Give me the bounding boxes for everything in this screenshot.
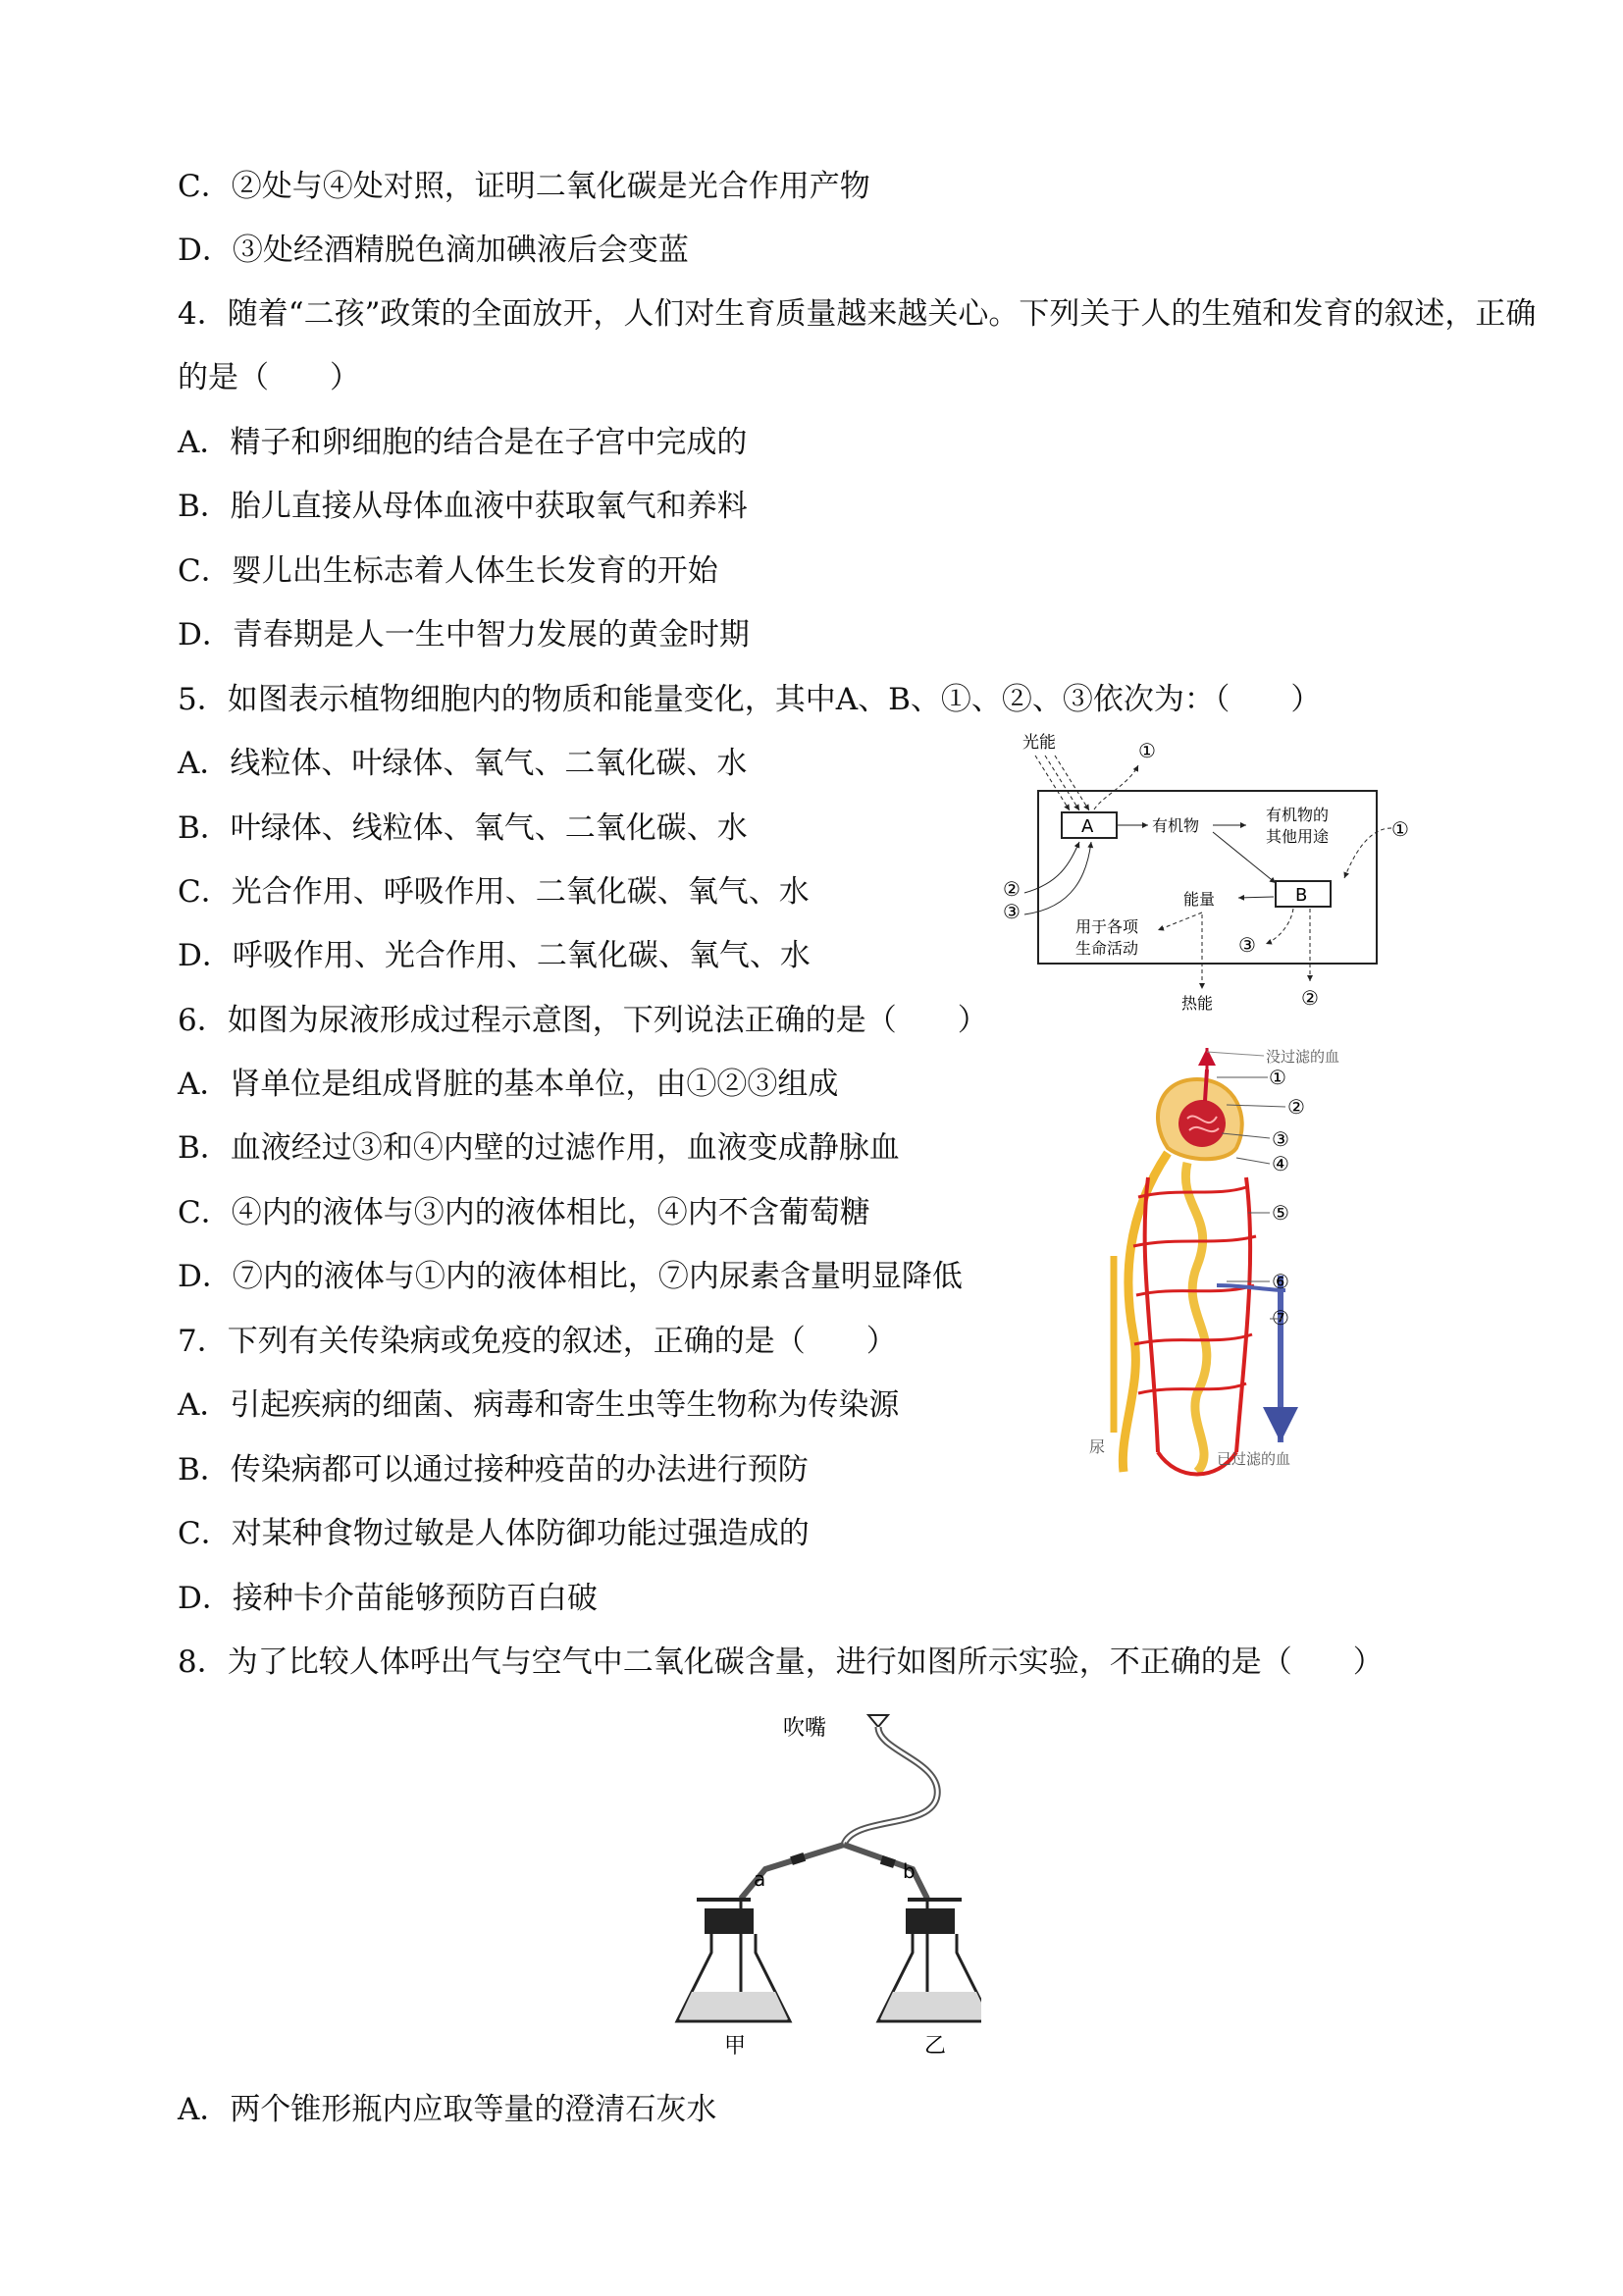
marker-2: ② — [1287, 1095, 1305, 1119]
option-6d: D．⑦内的液体与①内的液体相比，⑦内尿素含量明显降低 — [178, 1259, 963, 1294]
marker-1-top: ① — [1138, 739, 1156, 762]
question-4-stem-cont: 的是（ ） — [178, 360, 360, 395]
question-4-stem: 4．随着“二孩”政策的全面放开，人们对生育质量越来越关心。下列关于人的生殖和发育的叙述，正确 — [178, 296, 1537, 332]
organic-label: 有机物 — [1152, 816, 1200, 835]
life-activity-label-2: 生命活动 — [1075, 939, 1139, 958]
marker-2-left: ② — [1003, 877, 1021, 901]
energy-label: 能量 — [1183, 890, 1216, 909]
option-6a: A．肾单位是组成肾脏的基本单位，由①②③组成 — [178, 1067, 839, 1102]
label-b: B — [1295, 885, 1308, 906]
flask-jia-label: 甲 — [724, 2034, 747, 2059]
question-6-stem: 6．如图为尿液形成过程示意图，下列说法正确的是（ ） — [178, 1003, 988, 1038]
tube-b-label: b — [903, 1859, 916, 1883]
label-a: A — [1081, 816, 1094, 837]
flask-yi-label: 乙 — [924, 2034, 947, 2059]
question-5-stem: 5．如图表示植物细胞内的物质和能量变化，其中A、B、①、②、③依次为：（ ） — [178, 682, 1322, 717]
question-8-stem: 8．为了比较人体呼出气与空气中二氧化碳含量，进行如图所示实验，不正确的是（ ） — [178, 1644, 1384, 1680]
option-7d: D．接种卡介苗能够预防百白破 — [178, 1581, 598, 1616]
life-activity-label-1: 用于各项 — [1075, 917, 1139, 936]
marker-3-bottom: ③ — [1238, 933, 1256, 957]
unfiltered-blood-label: 没过滤的血 — [1266, 1048, 1340, 1066]
other-use-label-1: 有机物的 — [1266, 806, 1330, 824]
option-7c: C．对某种食物过敏是人体防御功能过强造成的 — [178, 1516, 810, 1551]
option-8a: A．两个锥形瓶内应取等量的澄清石灰水 — [178, 2092, 717, 2127]
option-4c: C．婴儿出生标志着人体生长发育的开始 — [178, 553, 718, 589]
mouthpiece-label: 吹嘴 — [783, 1716, 827, 1741]
marker-7: ⑦ — [1272, 1306, 1289, 1330]
heat-label: 热能 — [1181, 994, 1214, 1011]
marker-3: ③ — [1272, 1127, 1289, 1151]
urine-label: 尿 — [1089, 1437, 1106, 1456]
light-label: 光能 — [1022, 733, 1056, 753]
option-5b: B．叶绿体、线粒体、氧气、二氧化碳、水 — [178, 810, 748, 846]
nephron-diagram — [1079, 1040, 1393, 1491]
option-4a: A．精子和卵细胞的结合是在子宫中完成的 — [178, 425, 748, 460]
question-7-stem: 7．下列有关传染病或免疫的叙述，正确的是（ ） — [178, 1324, 897, 1359]
option-3c: C．②处与④处对照，证明二氧化碳是光合作用产物 — [178, 169, 870, 204]
option-7b: B．传染病都可以通过接种疫苗的办法进行预防 — [178, 1452, 809, 1487]
breath-co2-experiment — [667, 1707, 981, 2065]
marker-1: ① — [1269, 1066, 1286, 1089]
option-4d: D．青春期是人一生中智力发展的黄金时期 — [178, 617, 750, 652]
option-5a: A．线粒体、叶绿体、氧气、二氧化碳、水 — [178, 746, 748, 781]
tube-a-label: a — [754, 1867, 766, 1891]
marker-5: ⑤ — [1272, 1201, 1289, 1225]
marker-6: ⑥ — [1272, 1270, 1289, 1293]
option-4b: B．胎儿直接从母体血液中获取氧气和养料 — [178, 489, 748, 524]
plant-cell-energy-diagram — [981, 726, 1433, 1011]
option-5d: D．呼吸作用、光合作用、二氧化碳、氧气、水 — [178, 938, 811, 973]
option-3d: D．③处经酒精脱色滴加碘液后会变蓝 — [178, 233, 689, 268]
option-6c: C．④内的液体与③内的液体相比，④内不含葡萄糖 — [178, 1195, 870, 1230]
marker-1-right: ① — [1391, 817, 1409, 841]
filtered-blood-label: 已过滤的血 — [1217, 1450, 1291, 1468]
option-7a: A．引起疾病的细菌、病毒和寄生虫等生物称为传染源 — [178, 1387, 900, 1423]
marker-3-left: ③ — [1003, 900, 1021, 923]
option-6b: B．血液经过③和④内壁的过滤作用，血液变成静脉血 — [178, 1130, 900, 1166]
option-5c: C．光合作用、呼吸作用、二氧化碳、氧气、水 — [178, 874, 810, 910]
other-use-label-2: 其他用途 — [1266, 827, 1330, 846]
marker-2-bottom: ② — [1301, 986, 1319, 1010]
marker-4: ④ — [1272, 1152, 1289, 1175]
